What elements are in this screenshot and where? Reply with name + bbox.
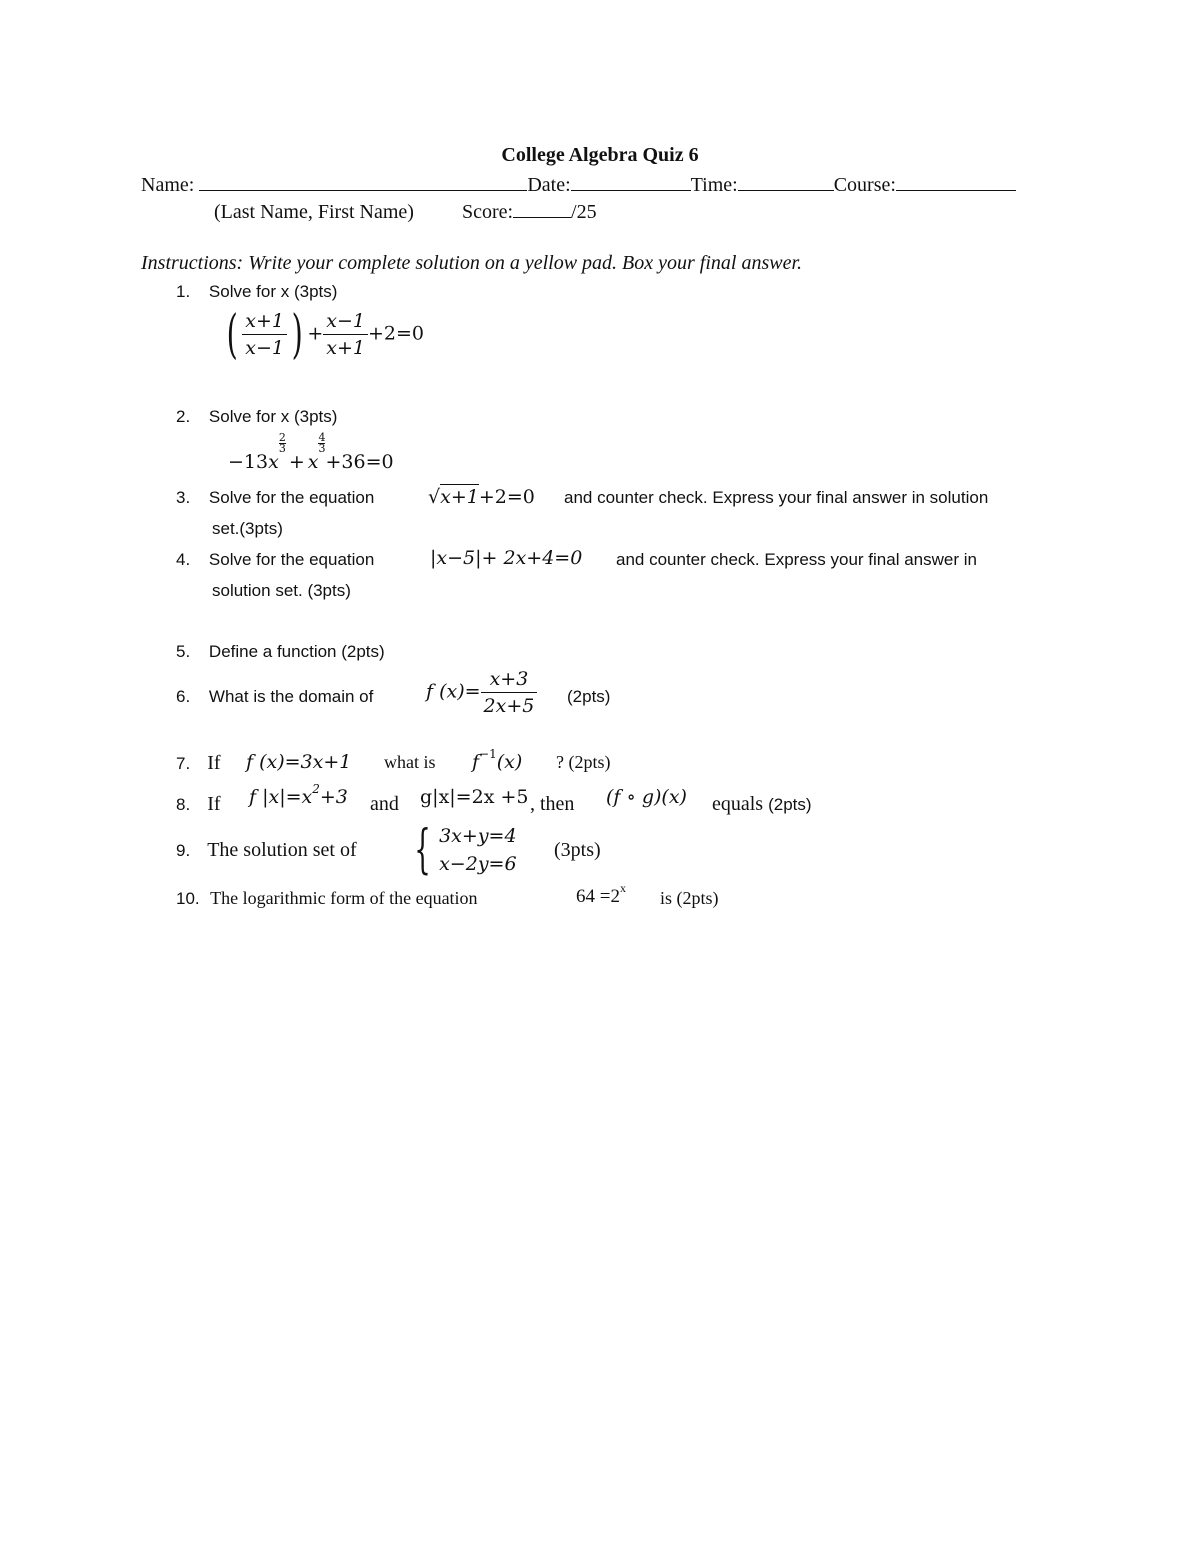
brace-icon: { bbox=[414, 820, 431, 880]
q1-equation: ( $\frac{x+1}{x-1}$ ) + $\frac{x-1}{x+1}$ +2=0 bbox=[226, 304, 425, 365]
q10-tail: is (2pts) bbox=[660, 888, 719, 908]
date-blank bbox=[571, 172, 691, 191]
q8-then: , then bbox=[530, 793, 575, 815]
question-number: 1. bbox=[176, 282, 191, 301]
page-title: College Algebra Quiz 6 bbox=[501, 144, 699, 166]
q4-text-c: solution set. (3pts) bbox=[212, 581, 351, 600]
score-label: Score: bbox=[461, 201, 514, 223]
question-2: 2. Solve for x (3pts) bbox=[176, 407, 338, 426]
question-3: 3. Solve for the equation bbox=[176, 488, 375, 507]
course-label: Course: bbox=[833, 174, 896, 196]
name-hint: (Last Name, First Name) bbox=[214, 201, 414, 223]
name-hint-row bbox=[214, 199, 597, 224]
question-7: 7. If bbox=[176, 752, 221, 774]
open-paren: ( bbox=[226, 304, 238, 365]
name-row bbox=[141, 172, 1016, 197]
question-5: 5. Define a function (2pts) bbox=[176, 642, 385, 661]
question-10: 10. The logarithmic form of the equation bbox=[176, 888, 478, 908]
q4-text-b: and counter check. Express your final answer in bbox=[616, 550, 977, 569]
q2-exponent-1: $\frac{2}{3}$ bbox=[278, 431, 286, 455]
question-6: 6. What is the domain of bbox=[176, 687, 374, 706]
question-4: 4. Solve for the equation bbox=[176, 550, 375, 569]
q1-fraction-1: $\frac{x+1}{x-1}$ bbox=[242, 308, 287, 361]
q10-equation: $64 =2^x$ bbox=[576, 881, 626, 907]
q8-f-equation: f $|x|=x^2+3$ bbox=[249, 782, 348, 808]
q7-inverse: $f^{-1}(x)$ bbox=[472, 747, 523, 773]
question-9: 9. The solution set of bbox=[176, 839, 357, 861]
q8-g-equation: g|x|=2x +5 bbox=[420, 786, 529, 808]
score-blank bbox=[513, 199, 571, 218]
sqrt-icon: √ bbox=[428, 486, 441, 508]
course-blank bbox=[896, 172, 1016, 191]
q7-equation: f (x)=3x+1 bbox=[246, 751, 352, 773]
q8-and: and bbox=[370, 793, 399, 815]
q2-equation: −13x $\frac{2}{3}$ + x $\frac{4}{3}$ +36=0 bbox=[228, 431, 394, 473]
q6-equation: f (x)= $\frac{x+3}{2x+5}$ bbox=[426, 666, 537, 719]
q3-text-b: and counter check. Express your final answer in solution bbox=[564, 488, 989, 507]
q9-system: { 3x+y=4 x−2y=6 bbox=[414, 820, 517, 880]
q3-equation: √x+1+2=0 bbox=[428, 486, 535, 508]
date-label: Date: bbox=[527, 174, 571, 196]
q8-composition: (f ∘ g)(x) bbox=[606, 786, 687, 808]
q6-points: (2pts) bbox=[567, 687, 611, 706]
time-blank bbox=[738, 172, 834, 191]
q6-fraction: $\frac{x+3}{2x+5}$ bbox=[481, 666, 538, 719]
q8-equals: equals (2pts) bbox=[712, 793, 812, 815]
q2-exponent-2: $\frac{4}{3}$ bbox=[318, 431, 326, 455]
q3-text-c: set.(3pts) bbox=[212, 519, 283, 538]
score-total: /25 bbox=[571, 201, 597, 223]
time-label: Time: bbox=[690, 174, 738, 196]
question-text: Solve for x (3pts) bbox=[208, 282, 338, 301]
question-8: 8. If bbox=[176, 793, 221, 815]
name-label: Name: bbox=[141, 174, 195, 196]
q1-fraction-2: $\frac{x-1}{x+1}$ bbox=[323, 308, 368, 361]
q9-points: (3pts) bbox=[554, 839, 601, 861]
close-paren: ) bbox=[291, 304, 303, 365]
name-blank bbox=[199, 172, 527, 191]
q4-equation: |x−5|+ 2x+4=0 bbox=[430, 547, 583, 569]
q7-tail: ? (2pts) bbox=[556, 752, 611, 772]
question-1 bbox=[176, 282, 337, 302]
q7-what: what is bbox=[384, 752, 436, 772]
instructions: Instructions: Write your complete solution on a yellow pad. Box your final answer. bbox=[141, 252, 803, 274]
